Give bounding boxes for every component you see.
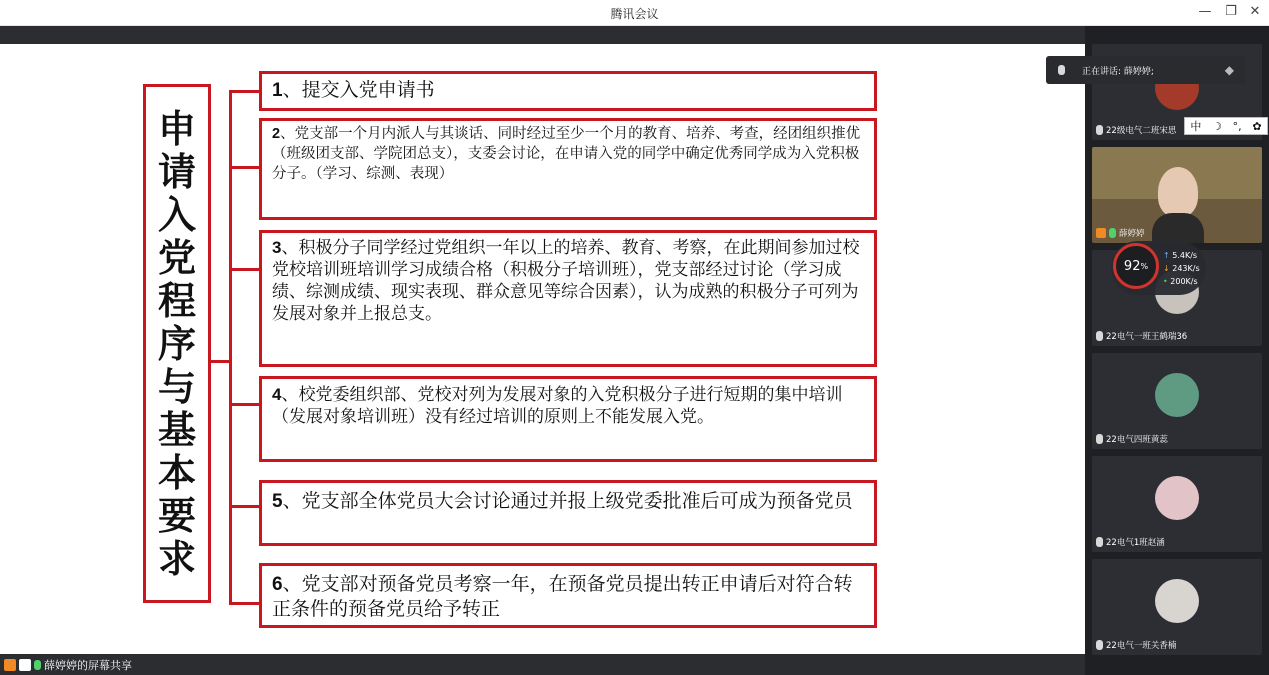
host-icon (1096, 228, 1106, 238)
connector-line (229, 602, 260, 605)
vertical-title-box (143, 84, 211, 603)
connector-line (229, 505, 260, 508)
window-title: 腾讯会议 (610, 7, 659, 21)
mic-icon (1109, 228, 1116, 238)
network-rates (1163, 249, 1200, 288)
screen-share-icon (19, 659, 31, 671)
speaking-indicator: 正在讲话: 薛婷婷; ◆ (1046, 56, 1246, 84)
vertical-title-char: 申 (157, 106, 196, 151)
share-top-bar (0, 26, 1085, 44)
connector-line (229, 90, 260, 93)
mic-icon (34, 660, 41, 670)
avatar (1155, 476, 1199, 520)
other-rate: • 200K/s (1163, 277, 1198, 286)
participant-name: 22电气四班黄蕊 (1096, 433, 1168, 445)
vertical-title-char: 请 (157, 149, 196, 194)
video-person-body (1152, 213, 1204, 243)
step-box-1: 1、提交入党申请书 (259, 71, 877, 111)
title-bar (0, 0, 1269, 26)
vertical-title-char: 本 (157, 450, 196, 495)
restore-button[interactable]: ❐ (1225, 4, 1237, 19)
participant-name: 22电气1班赵涵 (1096, 536, 1165, 548)
speaking-mic-icon (1058, 65, 1065, 75)
close-button[interactable]: ✕ (1249, 4, 1261, 19)
moon-icon[interactable]: ☽ (1212, 119, 1222, 133)
participant-tile[interactable] (1092, 456, 1262, 552)
mic-icon (1096, 434, 1103, 444)
video-person (1158, 167, 1198, 217)
dot-icon: • (1163, 277, 1168, 286)
ime-toolbar[interactable] (1184, 117, 1268, 135)
participant-tile[interactable] (1092, 559, 1262, 655)
connector-line (211, 360, 231, 363)
screen-share-owner: 薛婷婷的屏幕共享 (44, 658, 132, 672)
up-arrow-icon: ↑ (1163, 251, 1170, 260)
step-box-6: 6、党支部对预备党员考察一年，在预备党员提出转正申请后对符合转正条件的预备党员给予转正 (259, 563, 877, 628)
vertical-title-char: 程 (157, 278, 196, 323)
minimize-button[interactable]: — (1198, 4, 1212, 19)
step-box-2: 2、党支部一个月内派人与其谈话、同时经过至少一个月的教育、培养、考查，经团组织推优（班级团支部、学院团总支），支委会讨论，在申请入党的同学中确定优秀同学成为入党积极分子。（学习、综测、表现） (259, 118, 877, 220)
step-box-5: 5、党支部全体党员大会讨论通过并报上级党委批准后可成为预备党员 (259, 480, 877, 546)
participant-name: 22电气一班关香楠 (1096, 639, 1176, 651)
upload-rate: ↑ 5.4K/s (1163, 251, 1198, 260)
vertical-title-char: 要 (157, 493, 196, 538)
participant-name: 22电气一班王鹤瑞36 (1096, 330, 1187, 342)
gear-icon[interactable]: ✿ (1252, 119, 1262, 133)
connector-line (229, 403, 260, 406)
network-quality-gauge: 92 % (1113, 243, 1159, 289)
host-icon (4, 659, 16, 671)
vertical-title-char: 入 (157, 192, 196, 237)
screen-share-label[interactable] (4, 656, 132, 673)
punctuation-toggle[interactable]: °, (1232, 119, 1242, 133)
avatar (1155, 373, 1199, 417)
connector-line (229, 268, 260, 271)
vertical-title-char: 基 (157, 407, 196, 452)
participant-name: 薛婷婷 (1096, 227, 1145, 239)
ime-mode-toggle[interactable]: 中 (1190, 120, 1202, 133)
participant-tile-video[interactable] (1092, 147, 1262, 243)
participant-name: 22级电气二班宋思 (1096, 124, 1176, 136)
mic-icon (1096, 640, 1103, 650)
vertical-title-char: 求 (157, 536, 196, 581)
network-monitor[interactable] (1111, 241, 1206, 295)
step-box-3: 3、积极分子同学经过党组织一年以上的培养、教育、考察，在此期间参加过校党校培训班培训学习成绩合格（积极分子培训班），党支部经过讨论（学习成绩、综测成绩、现实表现、群众意见等综合因素），认为成熟的积极分子可列为发展对象并上报总支。 (259, 230, 877, 367)
mic-icon (1096, 537, 1103, 547)
mic-icon (1096, 125, 1103, 135)
vertical-title-char: 党 (157, 235, 196, 280)
step-box-4: 4、校党委组织部、党校对列为发展对象的入党积极分子进行短期的集中培训（发展对象培训班）没有经过培训的原则上不能发展入党。 (259, 376, 877, 462)
pin-icon[interactable]: ◆ (1224, 63, 1234, 77)
download-rate: ↓ 243K/s (1163, 264, 1200, 273)
vertical-title-char: 与 (157, 364, 196, 409)
down-arrow-icon: ↓ (1163, 264, 1170, 273)
avatar (1155, 579, 1199, 623)
participant-tile[interactable] (1092, 353, 1262, 449)
mic-icon (1096, 331, 1103, 341)
share-bottom-bar (0, 654, 1085, 675)
connector-line (229, 166, 260, 169)
vertical-title-char: 序 (157, 321, 196, 366)
